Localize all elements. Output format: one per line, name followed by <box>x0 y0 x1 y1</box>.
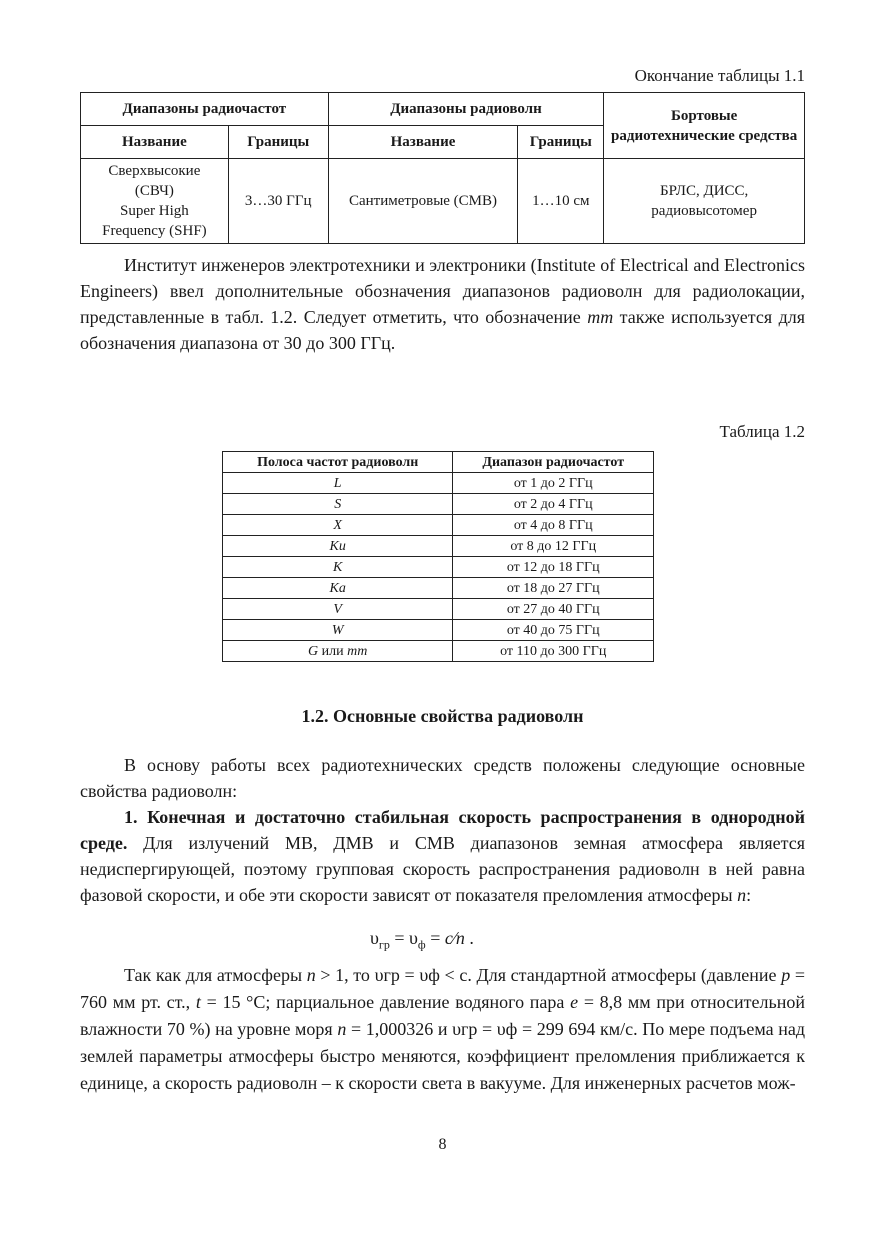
page-number: 8 <box>438 1136 447 1153</box>
paragraph-item-1 <box>80 804 805 908</box>
header-freq-bounds: Границы <box>228 126 328 159</box>
cell-range: от 27 до 40 ГГц <box>453 599 654 620</box>
header-band: Полоса частот радиоволн <box>223 452 453 473</box>
variable: n <box>306 965 316 985</box>
italic-term: mm <box>587 307 614 327</box>
variable: e <box>570 992 579 1012</box>
cell-range: от 4 до 8 ГГц <box>453 515 654 536</box>
text: Так как для атмосферы <box>124 965 307 985</box>
table-1-1-caption: Окончание таблицы 1.1 <box>634 66 805 85</box>
cell-freq-bounds: 3…30 ГГц <box>228 159 328 244</box>
text: = 15 °C; парциальное давление водяного пара <box>200 992 571 1012</box>
header-wave-name: Название <box>328 126 518 159</box>
header-freq-ranges: Диапазоны радиочастот <box>81 93 329 126</box>
cell-wave-bounds: 1…10 см <box>518 159 604 244</box>
text: Институт инженеров электротехники и электроники (Institute of Electrical and Electronics Engineers) ввел дополнительные обозначения диапазонов радиоволн для радиолокации, представленные в табл. 1.2. Следует отметить, что обозначение <box>80 255 805 327</box>
text: Для излучений МВ, ДМВ и СМВ диапазонов земная атмосфера является недиспергирующей, поэтому групповая скорость распространения радиоволн в ней равна фазовой скорости, и обе эти скорости зависят от показателя преломления атмосферы <box>80 833 805 905</box>
header-wave-ranges: Диапазоны радиоволн <box>328 93 604 126</box>
text: = 8,8 мм при относительной влажности 70 %) на уровне моря <box>80 992 805 1039</box>
cell-line: Frequency (SHF) <box>102 223 207 239</box>
cell-freq-name <box>81 159 229 244</box>
table-1-2-caption: Таблица 1.2 <box>719 422 805 441</box>
table-row <box>223 599 654 620</box>
cell-band: S <box>223 494 453 515</box>
header-onboard-means: Бортовые радиотехнические средства <box>604 93 805 159</box>
cell-line: Super High <box>120 203 189 219</box>
table-row <box>223 578 654 599</box>
cell-line: (СВЧ) <box>134 183 174 199</box>
cell-onboard <box>604 159 805 244</box>
cell-range: от 110 до 300 ГГц <box>453 641 654 662</box>
cell-band: L <box>223 473 453 494</box>
cell-line: Сверхвысокие <box>108 163 201 179</box>
table-row <box>223 641 654 662</box>
text: также используется для обозначения диапазона от 30 до 300 ГГц. <box>80 307 805 353</box>
paragraph-intro: В основу работы всех радиотехнических средств положены следующие основные свойства радиоволн: <box>80 755 805 801</box>
cell-line: БРЛС, ДИСС, <box>659 183 749 199</box>
table-1-2 <box>222 451 654 662</box>
cell-band: Ku <box>223 536 453 557</box>
paragraph-standard-atmosphere <box>80 962 805 1097</box>
cell-band: X <box>223 515 453 536</box>
text: : <box>746 885 752 905</box>
cell-band: K <box>223 557 453 578</box>
table-row <box>223 536 654 557</box>
paragraph-ieee <box>80 252 805 356</box>
cell-range: от 12 до 18 ГГц <box>453 557 654 578</box>
text: = 1,000326 и υгр = υф = 299 694 км/с. По мере подъема над землей параметры атмосферы быстро меняются, коэффициент преломления приближается к единице, а скорость радиоволн – к скорости света в вакууме. Для инженерных расчетов мож- <box>80 1019 806 1093</box>
table-row <box>81 159 805 244</box>
table-row <box>223 473 654 494</box>
variable: p <box>781 965 791 985</box>
cell-range: от 2 до 4 ГГц <box>453 494 654 515</box>
formula-svg-wrap: $\upsilon_{гр} = \upsilon_ф$ = c⁄n . <box>370 928 474 952</box>
item-title: 1. Конечная и достаточно стабильная скорость распространения в однородной среде. <box>80 807 805 853</box>
text: = 760 мм рт. ст., <box>80 965 806 1012</box>
table-1-1 <box>80 92 805 244</box>
cell-band: W <box>223 620 453 641</box>
cell-wave-name: Сантиметровые (СМВ) <box>328 159 518 244</box>
cell-band: G или mm <box>223 641 453 662</box>
table-row <box>223 620 654 641</box>
text: > 1, то υгр = υф < c. Для стандартной атмосферы (давление <box>315 965 782 985</box>
header-range: Диапазон радиочастот <box>453 452 654 473</box>
table-row <box>223 494 654 515</box>
cell-range: от 40 до 75 ГГц <box>453 620 654 641</box>
variable: n <box>737 885 747 905</box>
cell-band: Ka <box>223 578 453 599</box>
variable: n <box>337 1019 347 1039</box>
cell-range: от 1 до 2 ГГц <box>453 473 654 494</box>
section-heading: 1.2. Основные свойства радиоволн <box>301 706 584 726</box>
header-wave-bounds: Границы <box>518 126 604 159</box>
formula-velocity <box>370 928 474 953</box>
cell-range: от 8 до 12 ГГц <box>453 536 654 557</box>
cell-line: радиовысотомер <box>651 203 757 219</box>
table-row <box>223 515 654 536</box>
cell-band: V <box>223 599 453 620</box>
header-freq-name: Название <box>81 126 229 159</box>
variable: t <box>195 992 201 1012</box>
cell-range: от 18 до 27 ГГц <box>453 578 654 599</box>
table-row <box>223 557 654 578</box>
